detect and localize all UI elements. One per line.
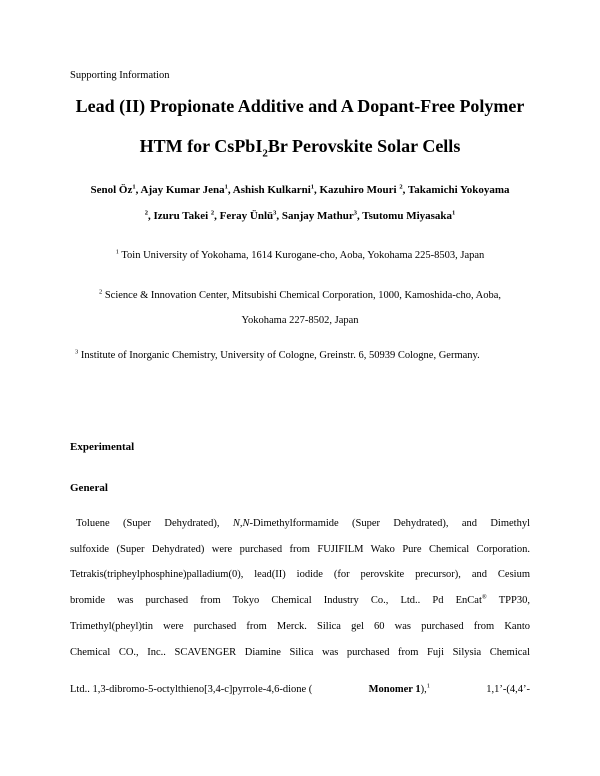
- paragraph-line-5: Trimethyl(pheyl)tin were purchased from Merck. Silica gel 60 was purchased from Kanto: [70, 621, 530, 632]
- author: , Takamichi Yokoyama: [402, 184, 510, 196]
- authors-line-2: [40, 210, 560, 222]
- supporting-information-label: Supporting Information: [70, 70, 170, 81]
- author: Senol Öz: [90, 184, 133, 196]
- title-line-2-subscript: 2: [262, 147, 268, 160]
- affiliation-1: [40, 250, 560, 261]
- affiliation-1-text: Toin University of Yokohama, 1614 Kurogane-cho, Aoba, Yokohama 225-8503, Japan: [121, 250, 485, 261]
- paragraph-text: Ltd.. 1,3-dibromo-5-octylthieno[3,4-c]pyrrole-4,6-dione (: [70, 684, 313, 695]
- title-line-2-prefix: HTM for CsPbI: [139, 136, 263, 156]
- paragraph-text: Toluene (Super Dehydrated),: [76, 518, 233, 529]
- author-sup: 2: [144, 209, 148, 217]
- affiliation-2-text-1: Science & Innovation Center, Mitsubishi Chemical Corporation, 1000, Kamoshida-cho, Aoba,: [104, 290, 502, 301]
- paragraph-text: 1,1’-(4,4’-: [486, 684, 530, 695]
- paragraph-line-1: [76, 518, 530, 529]
- author: , Sanjay Mathur: [276, 210, 354, 222]
- affiliation-3-sup: 3: [75, 348, 79, 356]
- paragraph-monomer: [369, 684, 430, 695]
- author-sup: 2: [210, 209, 215, 217]
- author-sup: 1: [132, 183, 136, 191]
- affiliation-2-sup: 2: [98, 288, 103, 296]
- affiliation-3-text: Institute of Inorganic Chemistry, University of Cologne, Greinstr. 6, 50939 Cologne, Germany.: [80, 350, 480, 361]
- section-heading-experimental: Experimental: [70, 441, 135, 453]
- author-sup: 3: [353, 209, 357, 217]
- title-line-2-suffix: Br Perovskite Solar Cells: [267, 136, 461, 156]
- paragraph-line-4: [70, 595, 530, 606]
- registered-mark: ®: [481, 593, 487, 601]
- author: , Tsutomu Miyasaka: [356, 210, 453, 222]
- paragraph-text: bromide was purchased from Tokyo Chemical Industry Co., Ltd.. Pd EnCat: [70, 595, 482, 606]
- author-sup: 1: [452, 209, 456, 217]
- paragraph-text: TPP30,: [486, 595, 530, 606]
- paragraph-italic: N,N: [232, 518, 250, 529]
- author-sup: 3: [273, 209, 277, 217]
- affiliation-3: [75, 350, 595, 361]
- paragraph-text: ),: [420, 684, 427, 695]
- title-line-2: [0, 136, 600, 160]
- author: , Feray Ünlü: [214, 210, 274, 222]
- citation-sup: 1: [426, 682, 430, 690]
- affiliation-2-line-2: Yokohama 227-8502, Japan: [241, 315, 359, 326]
- paragraph-line-6: Chemical CO., Inc.. SCAVENGER Diamine Silica was purchased from Fuji Silysia Chemical: [70, 647, 530, 658]
- author: , Kazuhiro Mouri: [314, 184, 400, 196]
- section-heading-general: General: [70, 482, 108, 494]
- author: , Ajay Kumar Jena: [135, 184, 225, 196]
- paragraph-line-2: sulfoxide (Super Dehydrated) were purchased from FUJIFILM Wako Pure Chemical Corporation.: [70, 544, 530, 555]
- title-line-1: Lead (II) Propionate Additive and A Dopant-Free Polymer: [75, 96, 525, 116]
- authors-line-1: [40, 184, 560, 196]
- author: , Izuru Takei: [147, 210, 211, 222]
- paragraph-text: -Dimethylformamide (Super Dehydrated), and Dimethyl: [249, 518, 531, 529]
- author-sup: 1: [310, 183, 314, 191]
- affiliation-2-line-1: [40, 290, 560, 301]
- author-sup: 1: [224, 183, 228, 191]
- paragraph-line-3: Tetrakis(tripheylphosphine)palladium(0), lead(II) iodide (for perovskite precursor), and Cesium: [70, 569, 530, 580]
- monomer-label: Monomer 1: [368, 684, 421, 695]
- paragraph-line-7: [70, 684, 530, 695]
- affiliation-1-sup: 1: [115, 248, 119, 256]
- author-sup: 2: [399, 183, 403, 191]
- author: , Ashish Kulkarni: [227, 184, 311, 196]
